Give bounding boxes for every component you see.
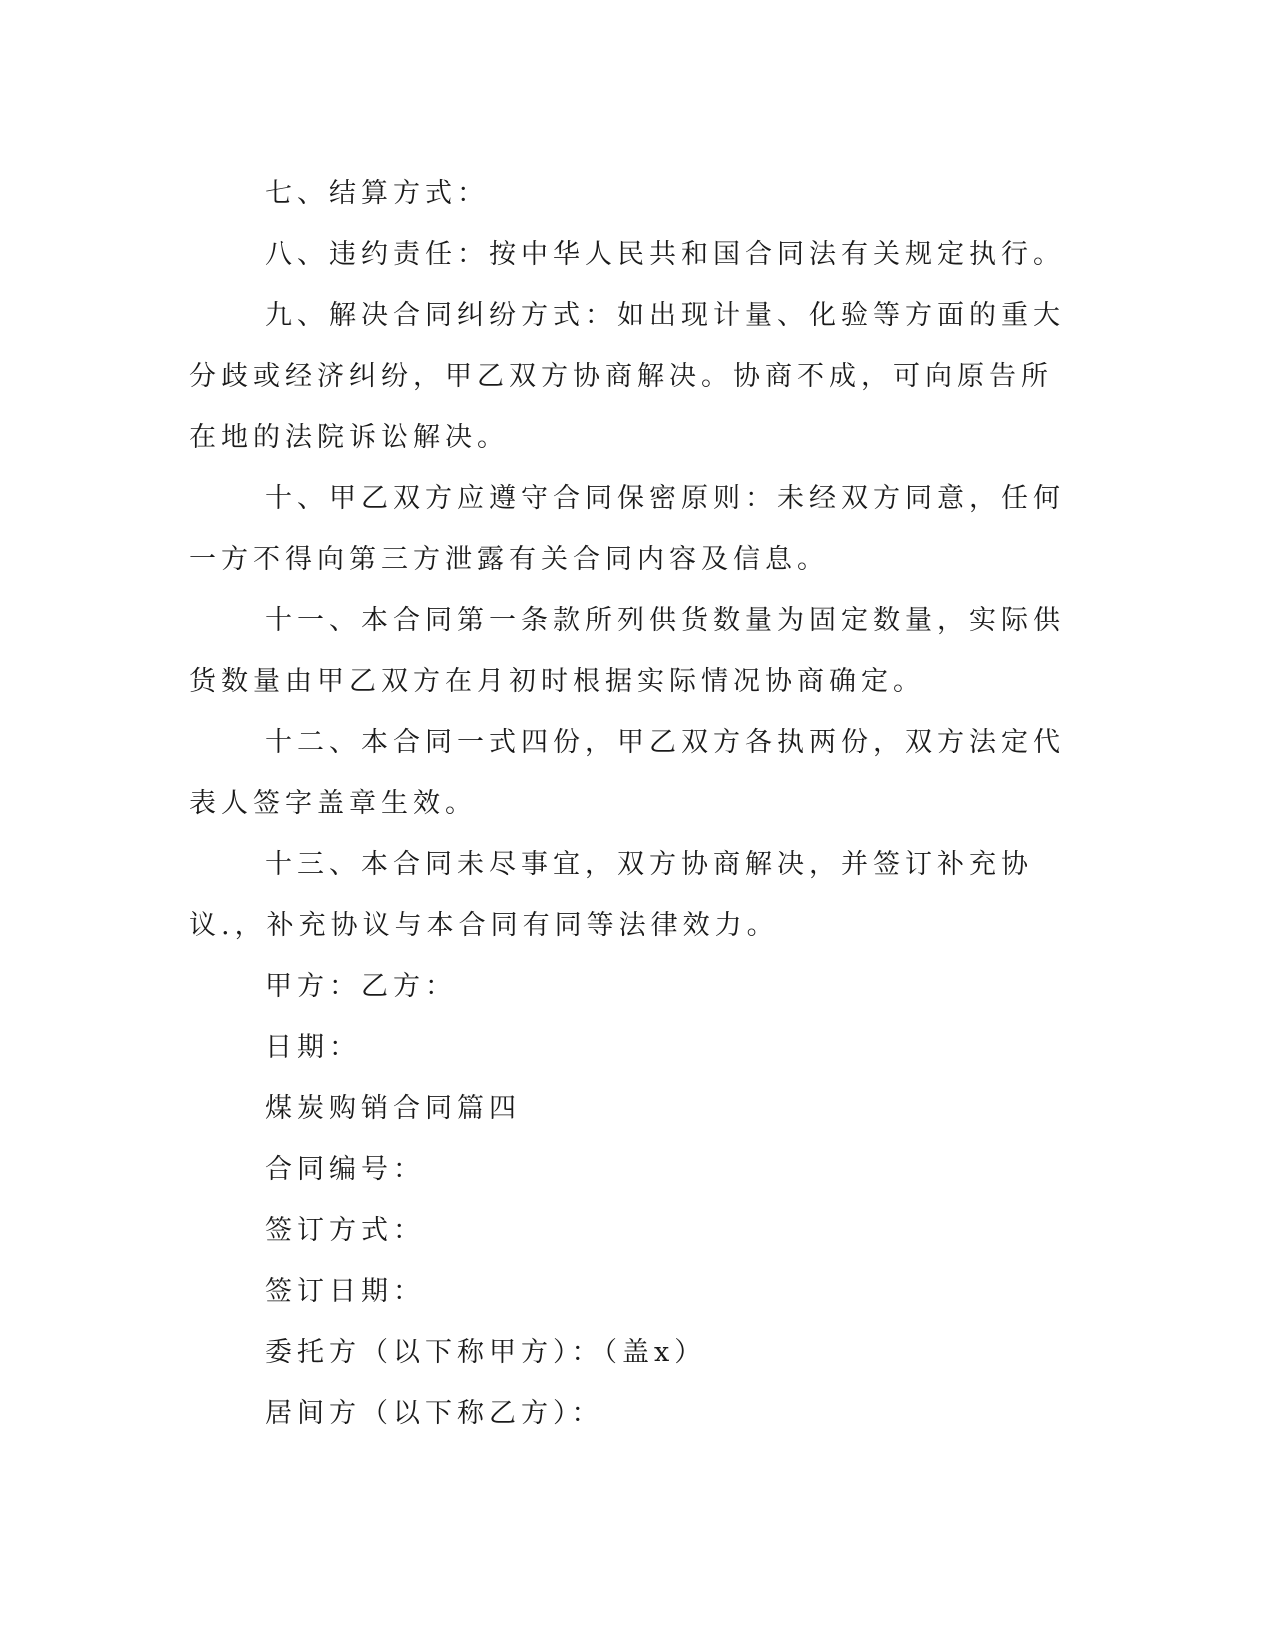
party-signatures-line: 甲方：乙方： [265,971,457,1002]
date-line: 日期： [265,1032,361,1063]
clause-settlement-method: 七、结算方式： [265,178,489,209]
clause-copies: 十二、本合同一式四份，甲乙双方各执两份，双方法定代表人签字盖章生效。 [189,727,1065,819]
clause-supplementary: 十三、本合同未尽事宜，双方协商解决，并签订补充协议.，补充协议与本合同有同等法律效力。 [189,849,1033,941]
signing-method-line: 签订方式： [265,1215,425,1246]
signing-date-line: 签订日期： [265,1276,425,1307]
section-title: 煤炭购销合同篇四 [265,1093,521,1124]
intermediary-party-line: 居间方（以下称乙方）： [265,1398,604,1429]
clause-dispute-resolution: 九、解决合同纠纷方式：如出现计量、化验等方面的重大分歧或经济纠纷，甲乙双方协商解决。协商不成，可向原告所在地的法院诉讼解决。 [189,300,1065,453]
clause-breach-liability: 八、违约责任：按中华人民共和国合同法有关规定执行。 [265,239,1065,270]
principal-party-line: 委托方（以下称甲方）：（盖x） [265,1337,707,1368]
document-body [189,163,1069,1444]
clause-confidentiality: 十、甲乙双方应遵守合同保密原则：未经双方同意，任何一方不得向第三方泄露有关合同内容及信息。 [189,483,1065,575]
contract-number-line: 合同编号： [265,1154,425,1185]
clause-supply-quantity: 十一、本合同第一条款所列供货数量为固定数量，实际供货数量由甲乙双方在月初时根据实际情况协商确定。 [189,605,1065,697]
